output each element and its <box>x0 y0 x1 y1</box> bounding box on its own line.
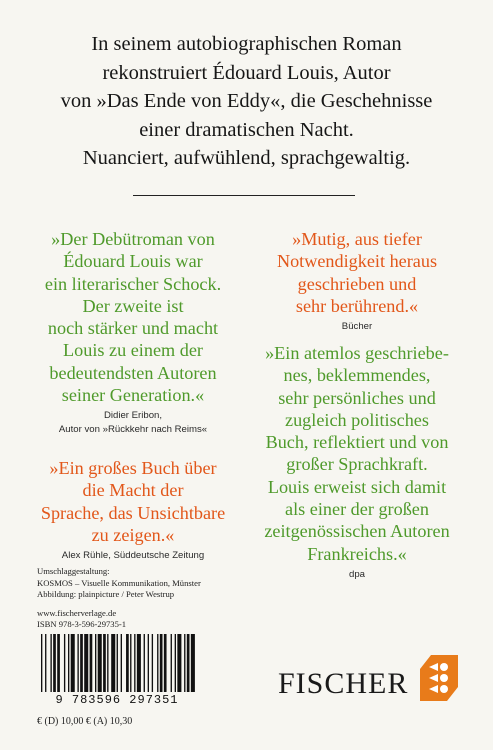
quote-line: »Der Debütroman von <box>51 229 215 249</box>
quote-line: noch stärker und macht <box>47 318 219 339</box>
quote-text <box>252 228 462 317</box>
quote-source: Bücher <box>341 321 373 333</box>
quote-line: »Ein großes Buch über <box>49 458 217 478</box>
quote-line: die Macht der <box>82 480 184 501</box>
quote-line: Louis zu einem der <box>63 340 203 361</box>
quote-line: Frankreichs.« <box>307 543 407 564</box>
isbn: ISBN 978-3-596-29735-1 <box>37 619 127 630</box>
blurb-line: von »Das Ende von Eddy«, die Geschehnisse <box>60 90 433 112</box>
blurb-line: In seinem autobiographischen Roman <box>91 33 402 55</box>
quote-source: dpa <box>348 568 365 580</box>
quote-dpa <box>252 342 462 582</box>
credits <box>37 566 201 631</box>
quote-source: Autor von »Rückkehr nach Reims« <box>58 424 208 436</box>
quote-line: zugleich politisches <box>285 409 429 430</box>
quote-line: sehr berührend.« <box>295 295 419 316</box>
website-link: www.fischerverlage.de <box>37 607 117 618</box>
quote-source: Alex Rühle, Süddeutsche Zeitung <box>61 550 205 562</box>
quote-line: zeitgenössischen Autoren <box>264 521 450 542</box>
quote-line: bedeutendsten Autoren <box>49 362 217 383</box>
quote-line: »Ein atemlos geschriebe- <box>265 343 449 363</box>
quote-line: Louis erweist sich damit <box>267 476 447 497</box>
quote-line: zu zeigen.« <box>91 524 175 545</box>
quote-line: Notwendigkeit heraus <box>276 251 438 272</box>
quote-text <box>28 457 238 546</box>
quote-eribon <box>28 228 238 437</box>
quote-text <box>28 228 238 406</box>
blurb-line: rekonstruiert Édouard Louis, Autor <box>102 61 391 84</box>
barcode-bars <box>37 634 197 692</box>
fischer-fish-logo-icon <box>420 655 458 701</box>
credit-line: KOSMOS – Visuelle Kommunikation, Münster <box>37 577 201 588</box>
quote-line: nes, beklemmendes, <box>283 365 431 386</box>
quote-text <box>252 342 462 565</box>
quote-line: Sprache, das Unsichtbare <box>40 502 226 523</box>
quote-line: geschrieben und <box>297 273 417 294</box>
quote-line: Buch, reflektiert und von <box>265 432 449 453</box>
publisher-name: FISCHER <box>278 667 409 700</box>
credit-line: Abbildung: plainpicture / Peter Westrup <box>37 589 175 600</box>
quote-line: sehr persönliches und <box>278 387 436 408</box>
quote-line: seiner Generation.« <box>61 385 205 406</box>
quote-source: Didier Eribon, <box>103 410 163 422</box>
divider <box>133 195 355 196</box>
quote-line: Édouard Louis war <box>63 251 203 272</box>
blurb-line: Nuanciert, aufwühlend, sprachgewaltig. <box>82 147 411 169</box>
quote-line: großer Sprachkraft. <box>286 454 428 475</box>
quote-line: »Mutig, aus tiefer <box>292 229 422 249</box>
blurb <box>40 30 453 173</box>
quote-line: als einer der großen <box>285 499 429 520</box>
prices: € (D) 10,00 € (A) 10,30 <box>37 716 133 727</box>
barcode-digits: 9 783596 297351 <box>55 693 179 707</box>
quote-buecher <box>252 228 462 334</box>
quote-ruehle <box>28 457 238 563</box>
blurb-line: einer dramatischen Nacht. <box>139 118 354 141</box>
quote-line: ein literarischer Schock. <box>44 273 222 294</box>
credit-line: Umschlaggestaltung: <box>37 566 110 576</box>
quote-line: Der zweite ist <box>82 295 184 316</box>
